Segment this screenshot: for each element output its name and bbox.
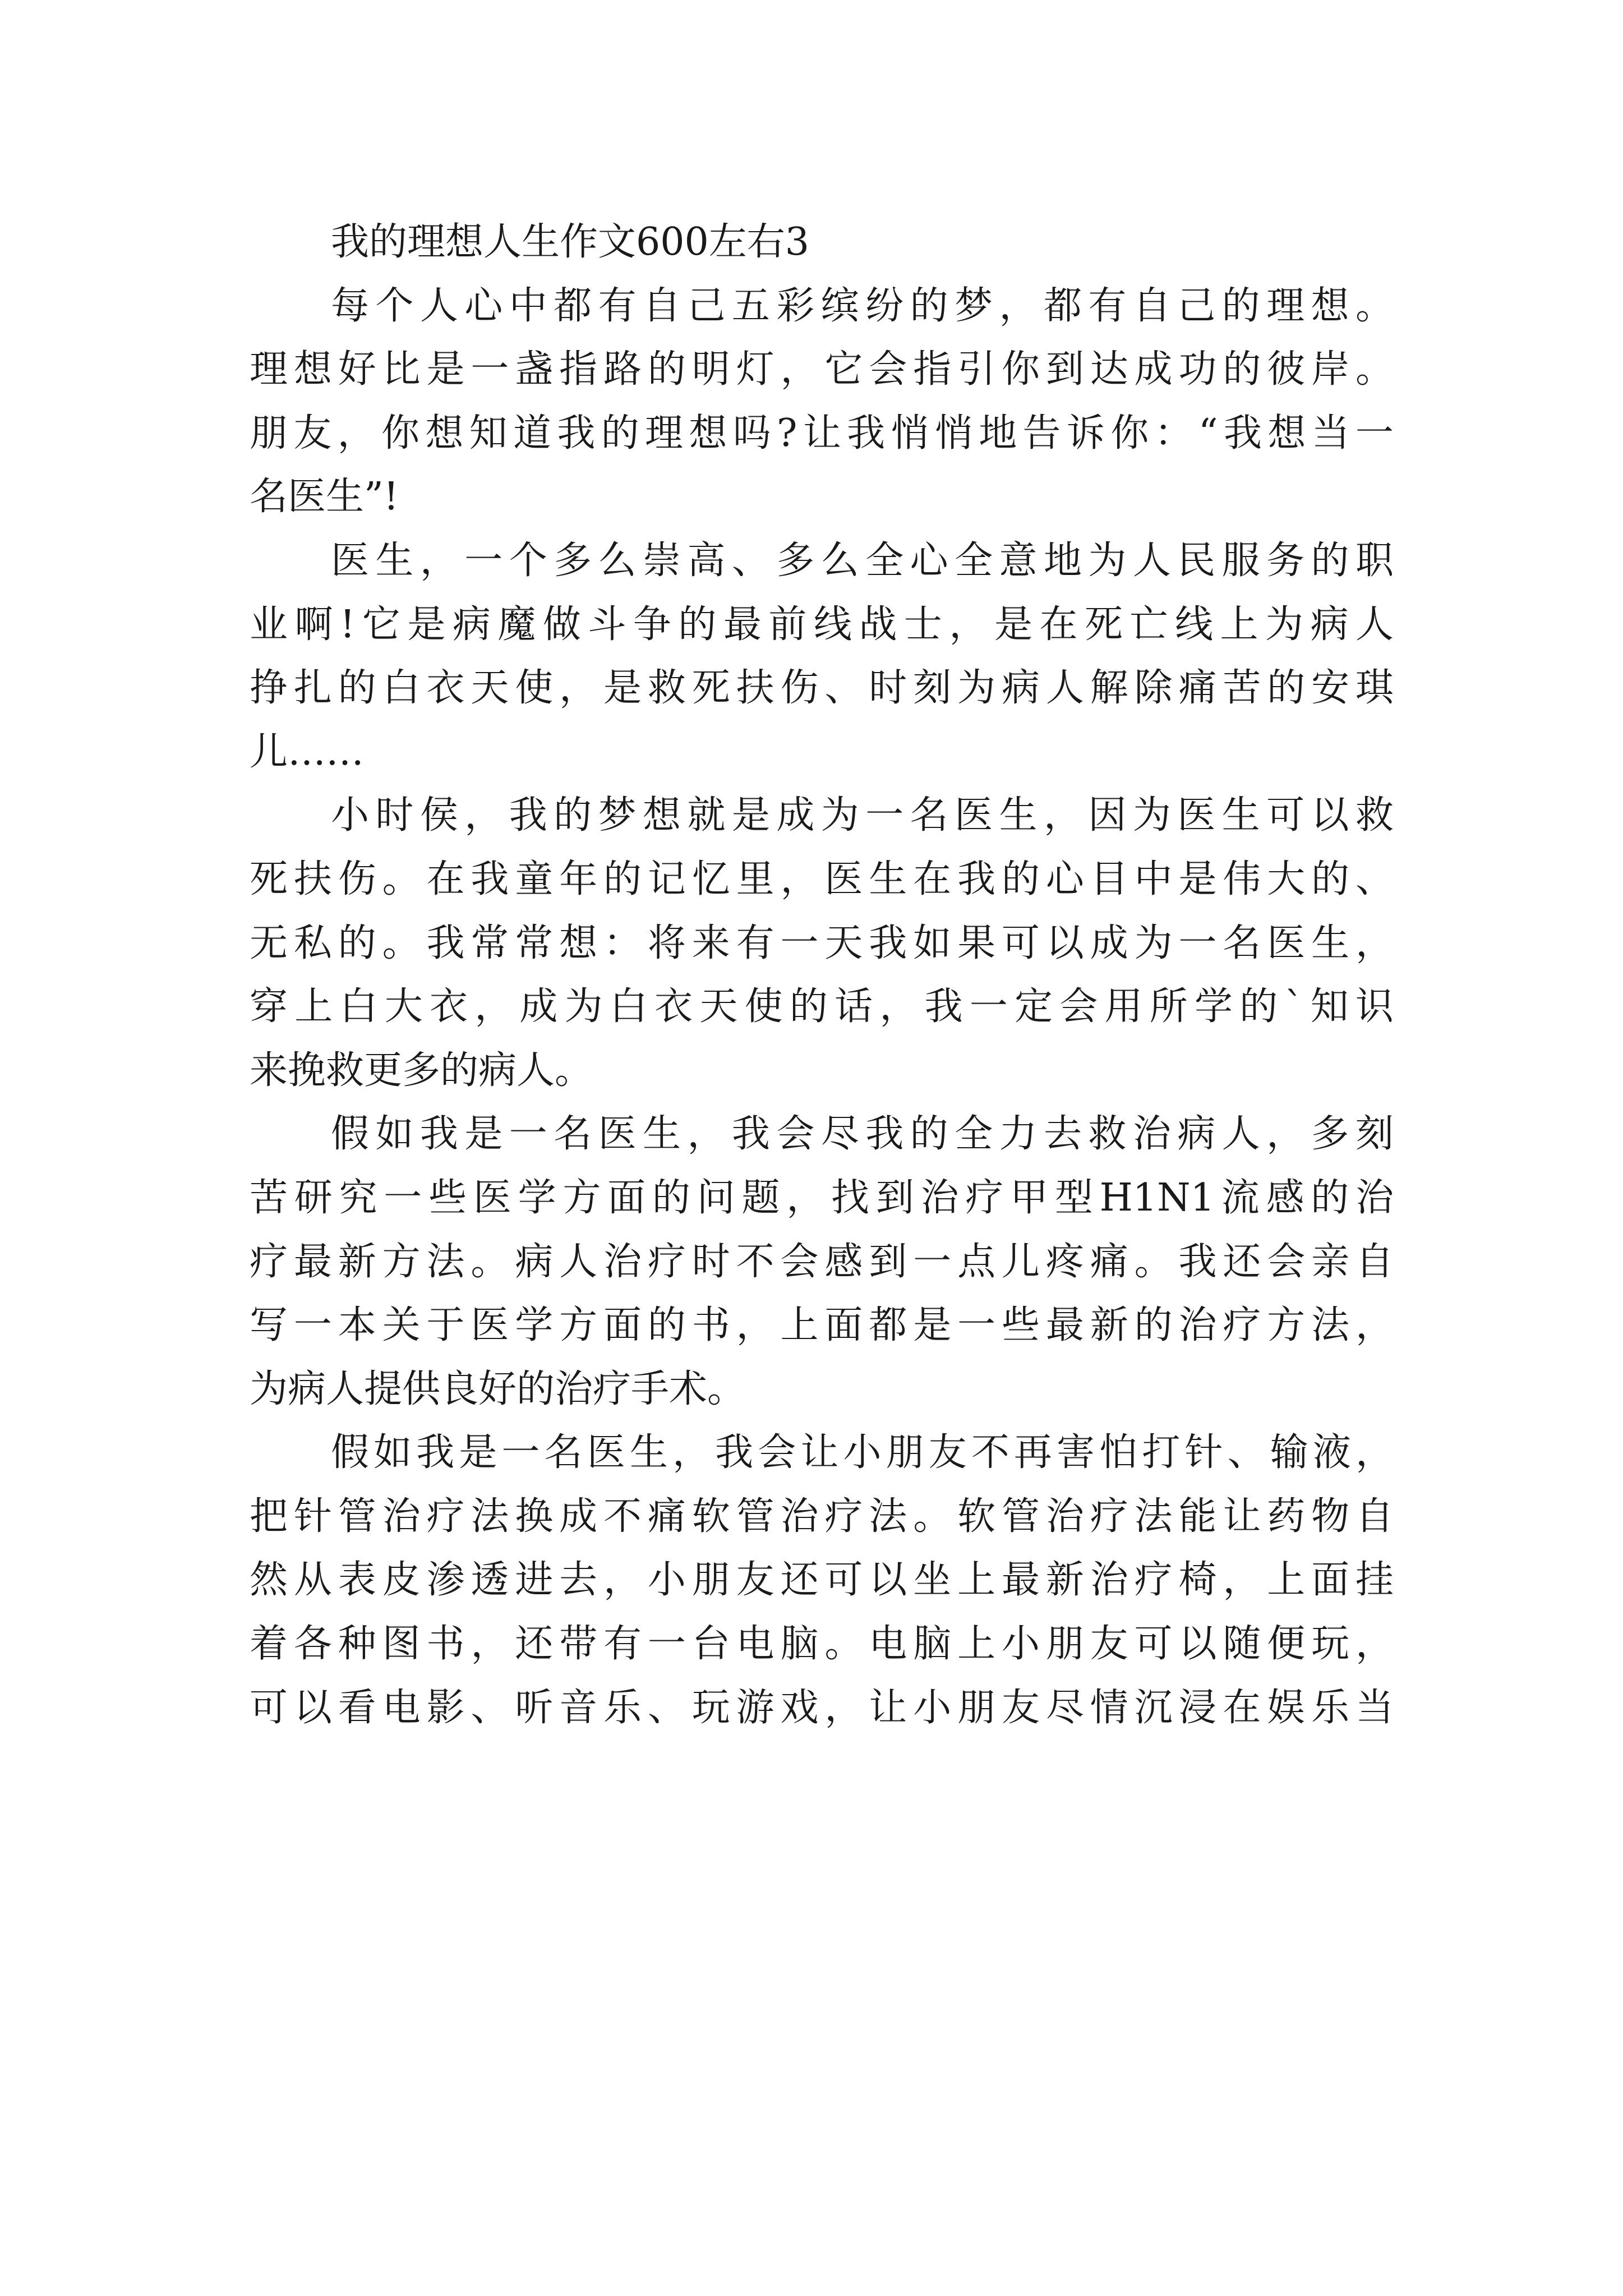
text-line: 无私的。我常常想：将来有一天我如果可以成为一名医生， <box>250 921 1394 965</box>
text-line: 假如我是一名医生，我会尽我的全力去救治病人，多刻 <box>331 1112 1394 1157</box>
text-line: 儿…… <box>250 729 365 774</box>
text-line: 然从表皮渗透进去，小朋友还可以坐上最新治疗椅，上面挂 <box>250 1558 1394 1603</box>
text-line: 每个人心中都有自己五彩缤纷的梦，都有自己的理想。 <box>331 283 1394 328</box>
text-line: 假如我是一名医生，我会让小朋友不再害怕打针、输液， <box>331 1430 1394 1475</box>
document-body <box>250 210 1394 1740</box>
text-line: 为病人提供良好的治疗手术。 <box>250 1366 746 1411</box>
document-title: 我的理想人生作文600左右3 <box>331 220 810 264</box>
paragraph-3 <box>250 784 1394 1102</box>
text-line: 疗最新方法。病人治疗时不会感到一点儿疼痛。我还会亲自 <box>250 1239 1394 1284</box>
text-line: 来挽救更多的病人。 <box>250 1048 593 1093</box>
text-line: 写一本关于医学方面的书，上面都是一些最新的治疗方法， <box>250 1303 1394 1348</box>
text-line: 医生，一个多么崇高、多么全心全意地为人民服务的职 <box>331 538 1394 583</box>
paragraph-5 <box>250 1421 1394 1740</box>
text-line: 死扶伤。在我童年的记忆里，医生在我的心目中是伟大的、 <box>250 857 1394 901</box>
text-line: 理想好比是一盏指路的明灯，它会指引你到达成功的彼岸。 <box>250 347 1394 392</box>
text-line: 业啊!它是病魔做斗争的最前线战士，是在死亡线上为病人 <box>250 602 1394 647</box>
text-line: 挣扎的白衣天使，是救死扶伤、时刻为病人解除痛苦的安琪 <box>250 666 1394 711</box>
text-line: 可以看电影、听音乐、玩游戏，让小朋友尽情沉浸在娱乐当 <box>250 1685 1394 1730</box>
text-line: 把针管治疗法换成不痛软管治疗法。软管治疗法能让药物自 <box>250 1494 1394 1539</box>
text-line: 苦研究一些医学方面的问题，找到治疗甲型H1N1流感的治 <box>250 1175 1394 1220</box>
text-line: 穿上白大衣，成为白衣天使的话，我一定会用所学的`知识 <box>250 984 1394 1029</box>
paragraph-4 <box>250 1102 1394 1421</box>
paragraph-1 <box>250 274 1394 529</box>
text-line: 名医生”! <box>250 475 399 519</box>
paragraph-2 <box>250 529 1394 784</box>
text-line: 朋友，你想知道我的理想吗?让我悄悄地告诉你：“我想当一 <box>250 411 1394 455</box>
text-line: 着各种图书，还带有一台电脑。电脑上小朋友可以随便玩， <box>250 1622 1394 1667</box>
text-line: 小时侯，我的梦想就是成为一名医生，因为医生可以救 <box>331 793 1394 838</box>
